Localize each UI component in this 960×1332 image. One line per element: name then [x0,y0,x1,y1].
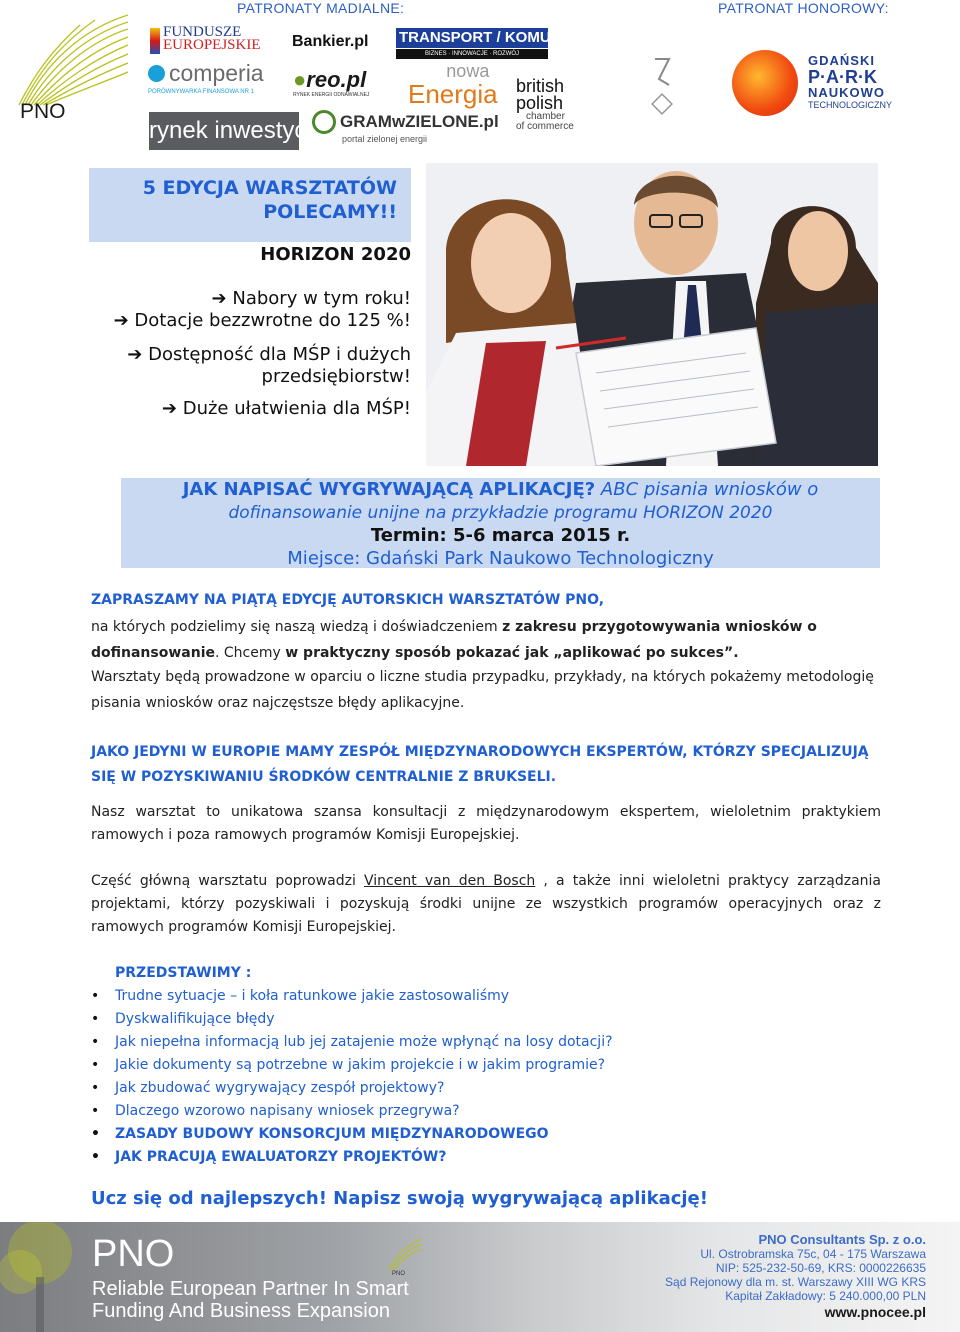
business-people-photo [426,163,878,466]
patronaty-medialne-label: PATRONATY MADIALNE: [237,0,405,16]
footer-banner [0,1222,960,1332]
bullet-dotacje: ➔ Dotacje bezzwrotne do 125 %! [113,310,411,331]
patronat-honorowy-label: PATRONAT HONOROWY: [718,0,889,16]
jako-jedyni-heading: JAKO JEDYNI W EUROPIE MAMY ZESPÓŁ MIĘDZYNARODOWYCH EKSPERTÓW, KTÓRZY SPECJALIZUJĄ SIĘ W POZYSKIWANIU ŚRODKÓW CENTRALNIE Z BRUKSELI. [91,744,869,785]
footer-company-info [665,1232,926,1321]
svg-text:PNO: PNO [392,1271,406,1276]
list-item: • Trudne sytuacje – i koła ratunkowe jakie zastosowaliśmy [91,985,881,1008]
list-item: • Dlaczego wzorowo napisany wniosek przegrywa? [91,1100,881,1123]
transport-komunikacja-logo: TRANSPORT / KOMUNIKACJA BIZNES · INNOWACJE · ROZWÓJ [396,28,548,59]
przedstawimy-heading: PRZEDSTAWIMY : [115,965,252,981]
footer-tagline-2: Funding And Business Expansion [92,1300,390,1322]
arrow-right-icon: ➔ [161,398,177,419]
event-termin: Termin: 5-6 marca 2015 r. [370,525,631,546]
horizon-heading: HORIZON 2020 [260,244,411,265]
paragraph-czesc-glowna: Część główną warsztatu poprowadzi Vincent van den Bosch , a także inni wieloletni praktycy zarządzania projektami, którzy pozyskiwali i pozyskują środki unijne ze wszystkich programów operacyjnych oraz z ramowych programów Komisji Europejskiej. [91,873,881,935]
bullet-ulatwienia: ➔ Duże ułatwienia dla MŚP! [161,398,411,419]
event-headline: JAK NAPISAĆ WYGRYWAJĄCĄ APLIKACJĘ? ABC pisania wniosków o [182,479,819,500]
list-item: • Dyskwalifikujące błędy [91,1008,881,1031]
event-headline-bold: JAK NAPISAĆ WYGRYWAJĄCĄ APLIKACJĘ? [182,479,596,500]
paragraph-intro: na których podzielimy się naszą wiedzą i doświadczeniem z zakresu przygotowywania wniosków o dofinansowanie. Chcemy w praktyczny sposób pokazać jak „aplikować po sukces”. [91,619,817,661]
paragraph-warsztaty: Warsztaty będą prowadzone w oparciu o liczne studia przypadku, przykłady, na których pokażemy metodologię pisania wniosków oraz najczęstsze błędy aplikacyjne. [91,669,874,711]
footer-sad: Sąd Rejonowy dla m. st. Warszawy XIII WG KRS [665,1275,926,1289]
list-item: • Jak zbudować wygrywający zespół projektowy? [91,1077,881,1100]
gramwzielone-logo: GRAMwZIELONE.pl portal zielonej energii [312,110,499,144]
vincent-link[interactable]: Vincent van den Bosch [364,873,536,889]
list-item: • Jak niepełna informacją lub jej zatajenie może wpłynąć na losy dotacji? [91,1031,881,1054]
arrow-right-icon: ➔ [127,344,143,365]
event-subheadline: dofinansowanie unijne na przykładzie programu HORIZON 2020 [228,503,773,523]
photo-illustration [426,163,878,466]
footer-pno-text: PNO [92,1233,175,1275]
rynek-inwestycji-logo: rynek inwestycji [149,112,299,150]
bullet-nabory: ➔ Nabory w tym roku! [211,288,411,309]
closing-slogan: Ucz się od najlepszych! Napisz swoją wygrywającą aplikację! [91,1188,708,1209]
nowa-energia-logo: nowa Energia [408,61,498,109]
british-polish-chamber-logo: british polish chamber of commerce [516,76,574,132]
arrow-right-icon: ➔ [211,288,227,309]
fundusze-europejskie-logo: FUNDUSZE EUROPEJSKIE [150,26,255,60]
topics-list [91,985,881,1169]
list-item: • JAK PRACUJĄ EWALUATORZY PROJEKTÓW? [91,1146,881,1169]
footer-address: Ul. Ostrobramska 75c, 04 - 175 Warszawa [700,1247,926,1261]
bullet-dostepnosc: ➔ Dostępność dla MŚP i dużych przedsiębiorstw! [127,344,411,387]
pno-logo [0,10,140,125]
bankier-logo: Bankier.pl [292,33,369,50]
footer-company-name: PNO Consultants Sp. z o.o. [758,1232,926,1247]
emblem-icon [651,55,673,119]
footer-pno-logo [382,1236,424,1276]
paragraph-nasz-warsztat: Nasz warsztat to unikatowa szansa konsultacji z międzynarodowym ekspertem, wieloletnim praktykiem ramowych i poza ramowych programów Komisji Europejskiej. [91,804,881,843]
footer-nip: NIP: 525-232-50-69, KRS: 0000226635 [715,1261,926,1275]
pno-small-logo-icon [382,1236,424,1276]
comperia-logo: comperia PORÓWNYWARKA FINANSOWA NR 1 [148,60,264,95]
footer-tagline-1: Reliable European Partner In Smart [92,1278,409,1300]
footer-kapital: Kapitał Zakładowy: 5 240.000,00 PLN [725,1289,926,1303]
footer-website-link[interactable]: www.pnocee.pl [824,1304,926,1320]
list-item: • ZASADY BUDOWY KONSORCJUM MIĘDZYNARODOWEGO [91,1123,881,1146]
reo-logo: ●reo.pl RYNEK ENERGII ODNAWIALNEJ [293,67,370,98]
workshop-title: 5 EDYCJA WARSZTATÓW POLECAMY!! [142,177,397,223]
patronat-small-logo [651,55,673,119]
workshop-title-box [89,168,411,242]
pno-logo-icon [0,10,140,125]
arrow-right-icon: ➔ [113,310,129,331]
zapraszamy-heading: ZAPRASZAMY NA PIĄTĄ EDYCJĘ AUTORSKICH WARSZTATÓW PNO, [91,592,605,608]
svg-text:PNO: PNO [20,100,66,123]
event-miejsce: Miejsce: Gdański Park Naukowo Technologiczny [287,548,714,569]
list-item: • Jakie dokumenty są potrzebne w jakim projekcie i w jakim programie? [91,1054,881,1077]
